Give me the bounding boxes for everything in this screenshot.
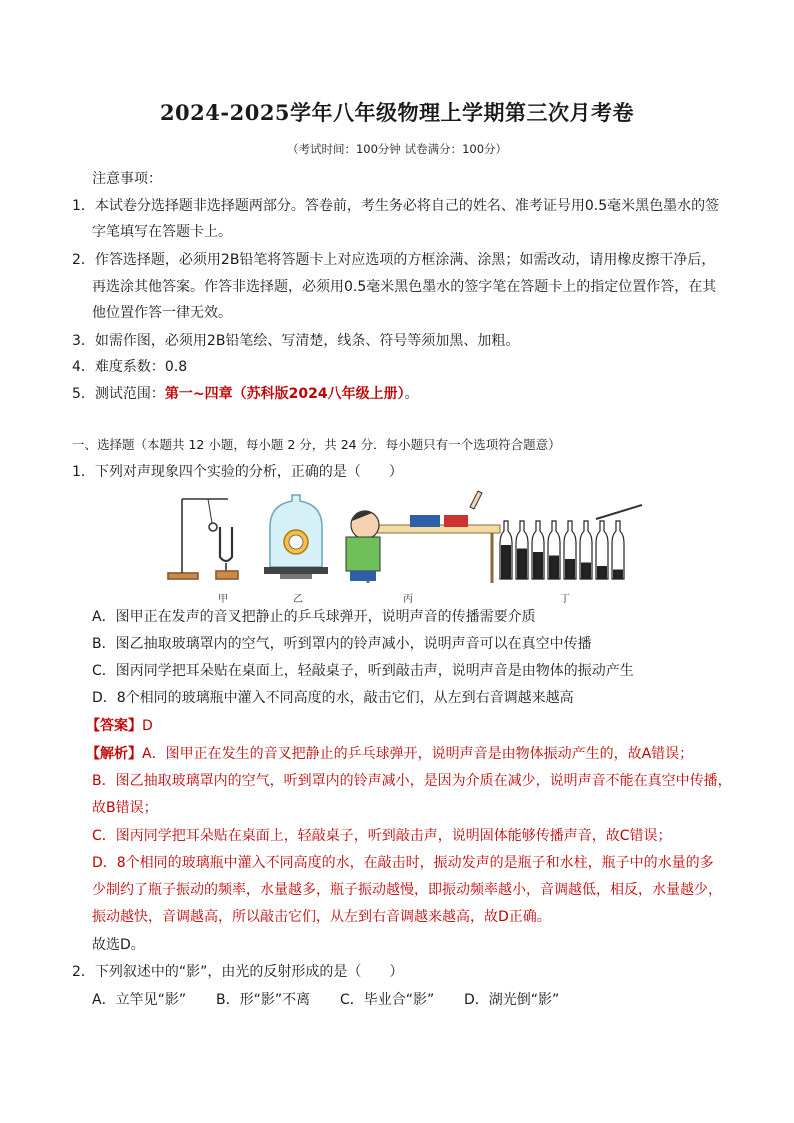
- option-c: C．图丙同学把耳朵贴在桌面上，轻敲桌子，听到敲击声，说明声音是由物体的振动产生: [92, 663, 634, 679]
- conclusion: 故选D。: [92, 937, 145, 953]
- q2-options: [92, 990, 559, 1010]
- analysis-line: B．图乙抽取玻璃罩内的空气，听到罩内的铃声减小，是因为介质在减少，说明声音不能在真空中传播，: [92, 773, 732, 789]
- notice-item: 4．难度系数：0.8: [72, 359, 188, 375]
- bottle-water: [581, 563, 591, 580]
- option-a: A．立竿见“影”: [92, 992, 187, 1008]
- option-b: B．形“影”不离: [216, 992, 311, 1008]
- analysis-label: 【解析】: [86, 746, 142, 762]
- q1-figure: [160, 487, 650, 587]
- notice-heading: 注意事项：: [92, 171, 162, 187]
- tuning-fork-icon: [168, 499, 238, 579]
- section-heading: 一、选择题（本题共 12 小题，每小题 2 分，共 24 分．每小题只有一个选项符合题意）: [72, 437, 561, 452]
- notice-item: 1．本试卷分选择题非选择题两部分。答卷前，考生务必将自己的姓名、准考证号用0.5毫米黑色墨水的签: [72, 198, 720, 214]
- option-d: D．8个相同的玻璃瓶中灌入不同高度的水，敲击它们，从左到右音调越来越高: [92, 690, 574, 706]
- answer: [86, 716, 153, 736]
- bottle-water: [517, 549, 527, 580]
- question-stem: 1．下列对声现象四个实验的分析，正确的是（ ）: [72, 464, 403, 480]
- exam-info: （考试时间：100分钟 试卷满分：100分）: [286, 142, 508, 156]
- bell-jar-icon: [264, 495, 328, 579]
- notice-item: 字笔填写在答题卡上。: [92, 224, 232, 240]
- bottle-water: [501, 545, 511, 579]
- question-stem: 2．下列叙述中的“影”，由光的反射形成的是（ ）: [72, 964, 404, 980]
- notice-item: 3．如需作图，必须用2B铅笔绘、写清楚，线条、符号等须加黑、加粗。: [72, 333, 520, 349]
- bottle-water: [549, 556, 559, 580]
- notice-item: 2．作答选择题，必须用2B铅笔将答题卡上对应选项的方框涂满、涂黑；如需改动，请用橡皮擦干净后，: [72, 252, 716, 268]
- bottle-water: [597, 566, 607, 579]
- scope-prefix: 5．测试范围：: [72, 386, 165, 402]
- notice-item: 他位置作答一律无效。: [92, 305, 232, 321]
- option-a: A．图甲正在发声的音叉把静止的乒乓球弹开，说明声音的传播需要介质: [92, 609, 536, 625]
- analysis-text: A．图甲正在发生的音叉把静止的乒乓球弹开，说明声音是由物体振动产生的，故A错误；: [142, 746, 694, 762]
- scope-suffix: 。: [404, 386, 419, 402]
- answer-value: D: [142, 718, 153, 734]
- figure-label: 甲: [218, 594, 228, 605]
- bottle-water: [565, 559, 575, 579]
- figure-label: 乙: [293, 594, 303, 605]
- water-bottles-icon: [500, 521, 624, 579]
- analysis-line: 振动越快，音调越高，所以敲击它们，从左到右音调越来越高，故D正确。: [92, 909, 551, 925]
- page-title: 2024-2025学年八年级物理上学期第三次月考卷: [159, 100, 635, 125]
- figure-label: 丁: [560, 594, 570, 605]
- answer-label: 【答案】: [86, 718, 142, 734]
- figure-label: 丙: [403, 594, 413, 605]
- analysis-line: 少制约了瓶子振动的频率，水量越多，瓶子振动越慢，即振动频率越小，音调越低，相反，水量越少，: [92, 882, 722, 898]
- analysis-line: D．8个相同的玻璃瓶中灌入不同高度的水，在敲击时，振动发声的是瓶子和水柱，瓶子中的水量的多: [92, 855, 714, 871]
- bottle-water: [613, 570, 623, 580]
- analysis-line: C．图丙同学把耳朵贴在桌面上，轻敲桌子，听到敲击声，说明固体能够传播声音，故C错误；: [92, 828, 672, 844]
- option-d: D．湖光倒“影”: [464, 992, 560, 1008]
- option-c: C．毕业合“影”: [340, 992, 435, 1008]
- notice-scope: [72, 384, 419, 404]
- scope-value: 第一~四章（苏科版2024八年级上册）: [164, 386, 405, 402]
- notice-item: 再选涂其他答案。作答非选择题，必须用0.5毫米黑色墨水的签字笔在答题卡上的指定位置作答，在其: [92, 279, 717, 295]
- bottle-water: [533, 552, 543, 579]
- analysis-line: [86, 744, 693, 764]
- student-desk-icon: [346, 491, 500, 583]
- option-b: B．图乙抽取玻璃罩内的空气，听到罩内的铃声减小，说明声音可以在真空中传播: [92, 636, 592, 652]
- analysis-line: 故B错误；: [92, 800, 158, 816]
